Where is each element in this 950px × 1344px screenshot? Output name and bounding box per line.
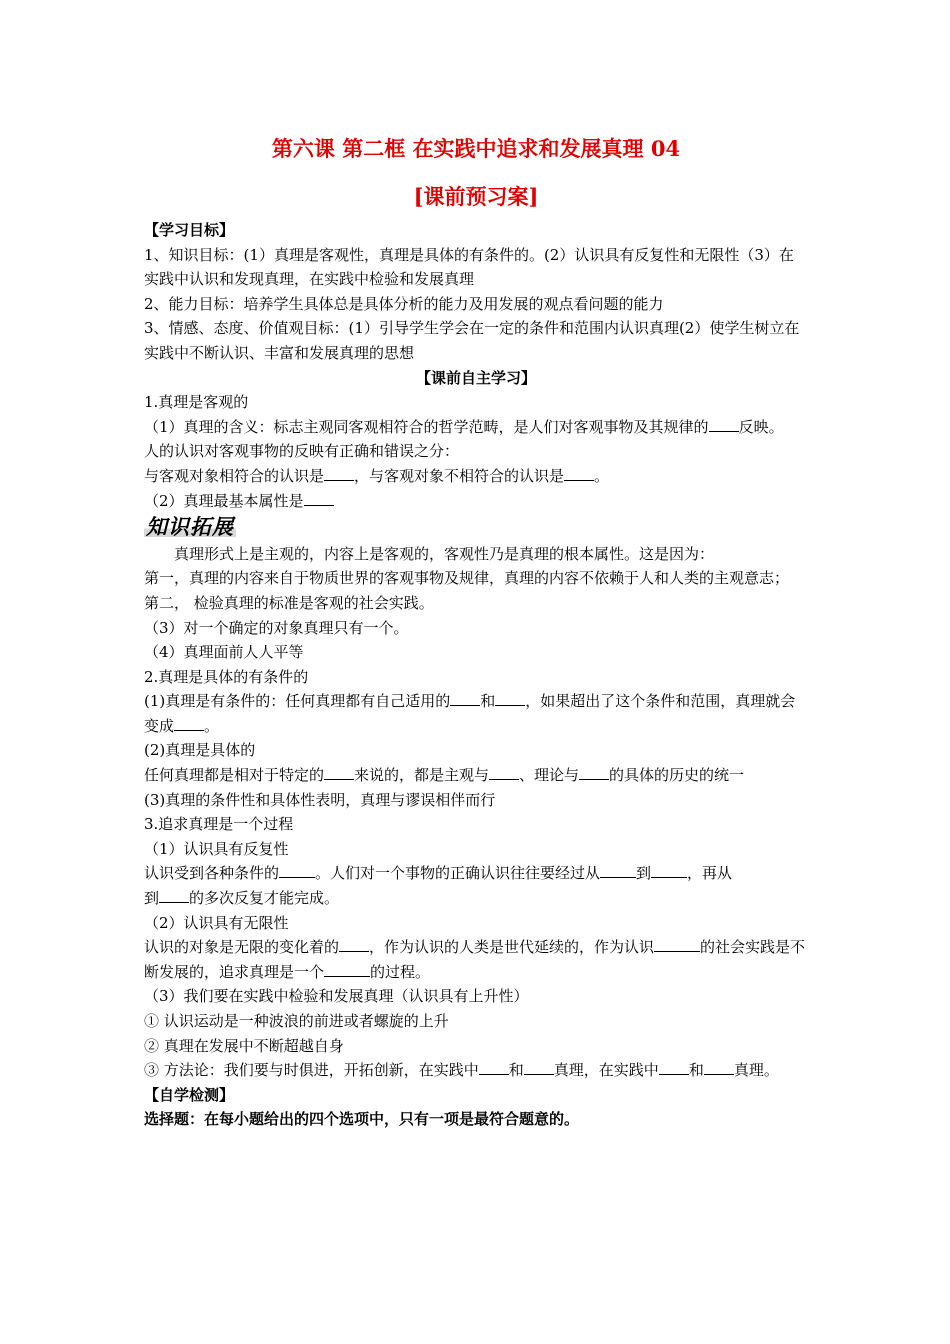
fill-blank: [489, 763, 519, 780]
selfcheck-heading: 【自学检测】: [144, 1085, 235, 1104]
document-page: [144, 134, 808, 1132]
paragraph: 认识受到各种条件的 。人们对一个事物的正确认识往往要经过从 到 ，再从 到 的多次反复才能完成。: [144, 861, 808, 910]
selfcheck-instruction: 选择题：在每小题给出的四个选项中，只有一项是最符合题意的。: [144, 1110, 580, 1129]
paragraph: 任何真理都是相对于特定的 来说的，都是主观与 、理论与 的具体的历史的统一: [144, 763, 808, 788]
section-title: 3.追求真理是一个过程: [144, 815, 294, 834]
fill-blank: [174, 714, 204, 731]
extension-heading: 知识拓展: [146, 514, 234, 540]
paragraph: 与客观对象相符合的认识是 ，与客观对象不相符合的认识是 。: [144, 464, 808, 489]
fill-blank: [324, 464, 354, 481]
paragraph: （2）认识具有无限性: [144, 913, 289, 932]
paragraph: （1）认识具有反复性: [144, 839, 289, 858]
fill-blank: [651, 861, 687, 878]
paragraph: 真理形式上是主观的，内容上是客观的，客观性乃是真理的根本属性。这是因为：: [174, 544, 715, 563]
section-title: 1.真理是客观的: [144, 393, 249, 412]
fill-blank: [704, 1058, 734, 1075]
fill-blank: [709, 415, 739, 432]
page-title: 第六课 第二框 在实践中追求和发展真理 04: [271, 136, 681, 161]
fill-blank: [600, 861, 636, 878]
paragraph: ③ 方法论：我们要与时俱进，开拓创新，在实践中 和 真理，在实践中 和 真理。: [144, 1058, 808, 1083]
fill-blank: [339, 935, 369, 952]
paragraph: 认识的对象是无限的变化着的 ，作为认识的人类是世代延续的，作为认识 的社会实践是不断发展的，追求真理是一个 的过程。: [144, 935, 808, 984]
selfstudy-heading: 【课前自主学习】: [415, 368, 536, 387]
fill-blank: [579, 763, 609, 780]
fill-blank: [495, 689, 525, 706]
fill-blank: [524, 1058, 554, 1075]
fill-blank: [654, 935, 700, 952]
objective-item: 1、知识目标：(1）真理是客观性，真理是具体的有条件的。(2）认识具有反复性和无限性（3）在实践中认识和发现真理，在实践中检验和发展真理: [144, 245, 794, 289]
objectives-section: [144, 218, 808, 366]
paragraph: 第二， 检验真理的标准是客观的社会实践。: [144, 593, 434, 612]
section-title: 2.真理是具体的有条件的: [144, 667, 309, 686]
fill-blank: [304, 489, 334, 506]
fill-blank: [324, 763, 354, 780]
objectives-heading: 【学习目标】: [144, 221, 235, 239]
paragraph: 人的认识对客观事物的反映有正确和错误之分：: [144, 442, 460, 461]
objective-item: 2、能力目标：培养学生具体总是具体分析的能力及用发展的观点看问题的能力: [144, 294, 664, 313]
paragraph: ① 认识运动是一种波浪的前进或者螺旋的上升: [144, 1012, 449, 1030]
paragraph: （4）真理面前人人平等: [144, 643, 304, 662]
selfstudy-section: [144, 366, 808, 1083]
paragraph: (3)真理的条件性和具体性表明，真理与谬误相伴而行: [144, 790, 496, 809]
paragraph: 第一，真理的内容来自于物质世界的客观事物及规律，真理的内容不依赖于人和人类的主观意志；: [144, 569, 790, 588]
paragraph: （1）真理的含义：标志主观同客观相符合的哲学范畴，是人们对客观事物及其规律的 反映。: [144, 415, 808, 440]
paragraph: ② 真理在发展中不断超越自身: [144, 1036, 344, 1055]
fill-blank: [324, 960, 370, 977]
fill-blank: [479, 1058, 509, 1075]
fill-blank: [659, 1058, 689, 1075]
paragraph: (2)真理是具体的: [144, 741, 256, 760]
paragraph: （3）对一个确定的对象真理只有一个。: [144, 618, 409, 637]
selfcheck-section: [144, 1083, 808, 1132]
paragraph: （2）真理最基本属性是: [144, 489, 808, 514]
fill-blank: [279, 861, 315, 878]
fill-blank: [159, 886, 189, 903]
fill-blank: [450, 689, 480, 706]
objective-item: 3、情感、态度、价值观目标：(1）引导学生学会在一定的条件和范围内认识真理(2）使学生树立在实践中不断认识、丰富和发展真理的思想: [144, 319, 800, 362]
fill-blank: [564, 464, 594, 481]
page-subtitle: [课前预习案]: [413, 184, 539, 209]
paragraph: （3）我们要在实践中检验和发展真理（认识具有上升性）: [144, 987, 529, 1006]
paragraph: (1)真理是有条件的：任何真理都有自己适用的 和 ，如果超出了这个条件和范围，真理就会变成 。: [144, 689, 808, 738]
